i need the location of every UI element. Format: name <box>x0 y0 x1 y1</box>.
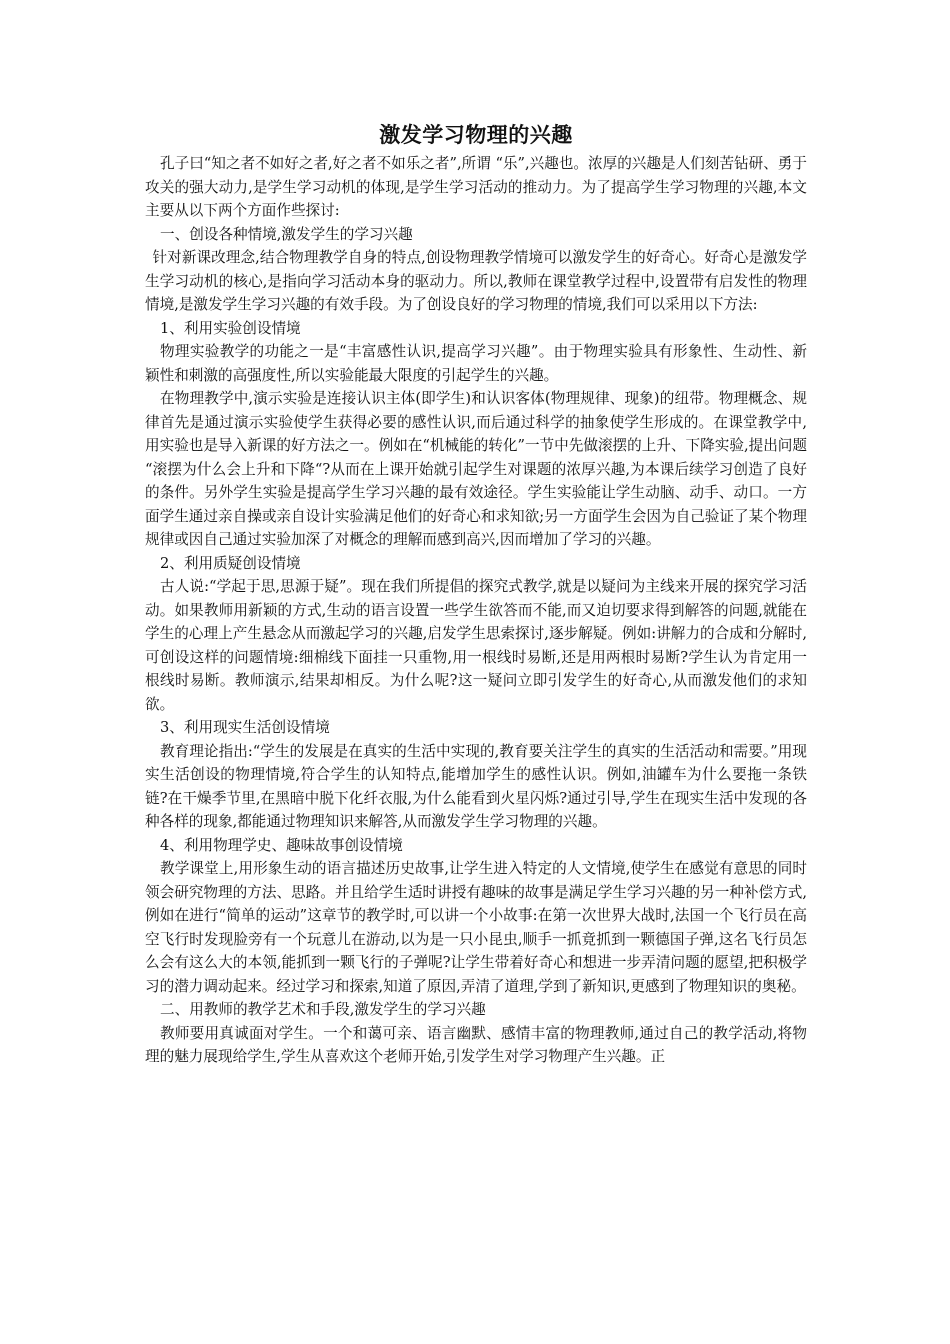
section-heading: 二、用教师的教学艺术和手段,激发学生的学习兴趣 <box>160 1001 486 1018</box>
body-paragraph: 孔子曰“知之者不如好之者,好之者不如乐之者”,所谓 “乐”,兴趣也。浓厚的兴趣是人们刻苦钻研、勇于攻关的强大动力,是学生学习动机的体现,是学生学习活动的推动力。为了提高学生学习物理的兴趣,本文主要从以下两个方面作些探讨: <box>145 155 807 219</box>
body-paragraph: 古人说:“学起于思,思源于疑”。现在我们所提倡的探究式教学,就是以疑问为主线来开展的探究学习活动。如果教师用新颖的方式,生动的语言设置一些学生欲答而不能,而又迫切要求得到解答的问题,就能在学生的心理上产生悬念从而激起学习的兴趣,启发学生思索探讨,逐步解疑。例如:讲解力的合成和分解时,可创设这样的问题情境:细棉线下面挂一只重物,用一根线时易断,还是用两根时易断?学生认为肯定用一根线时易断。教师演示,结果却相反。为什么呢?这一疑问立即引发学生的好奇心,从而激发他们的求知欲。 <box>145 578 807 713</box>
body-paragraph: 物理实验教学的功能之一是“丰富感性认识,提高学习兴趣”。由于物理实验具有形象性、生动性、新颖性和刺激的高强度性,所以实验能最大限度的引起学生的兴趣。 <box>145 343 807 384</box>
body-paragraph: 教师要用真诚面对学生。一个和蔼可亲、语言幽默、感情丰富的物理教师,通过自己的教学活动,将物理的魅力展现给学生,学生从喜欢这个老师开始,引发学生对学习物理产生兴趣。正 <box>145 1024 807 1065</box>
body-paragraph: 教学课堂上,用形象生动的语言描述历史故事,让学生进入特定的人文情境,使学生在感觉有意思的同时领会研究物理的方法、思路。并且给学生适时讲授有趣味的故事是满足学生学习兴趣的另一种补偿方式, 例如在进行“简单的运动”这章节的教学时,可以讲一个小故事:在第一次世界大战时,法国一个飞行员在高空飞行时发现脸旁有一个玩意儿在游动,以为是一只小昆虫,顺手一抓竟抓到一颗德国子弹,这名飞行员怎么会有这么大的本领,能抓到一颗飞行的子弹呢?让学生带着好奇心和想进一步弄清问题的愿望,把积极学习的潜力调动起来。经过学习和探索,知道了原因,弄清了道理,学到了新知识,更感到了物理知识的奥秘。 <box>145 860 807 995</box>
section-heading: 3、利用现实生活创设情境 <box>160 719 330 736</box>
document-title: 激发学习物理的兴趣 <box>379 122 573 147</box>
section-heading: 1、利用实验创设情境 <box>160 319 301 337</box>
document-body <box>145 118 807 1069</box>
body-paragraph: 在物理教学中,演示实验是连接认识主体(即学生)和认识客体(物理规律、现象)的纽带。物理概念、规律首先是通过演示实验使学生获得必要的感性认识,而后通过科学的抽象使学生形成的。在课堂教学中,用实验也是导入新课的好方法之一。例如在“机械能的转化”一节中先做滚摆的上升、下降实验,提出问题 “滚摆为什么会上升和下降“?从而在上课开始就引起学生对课题的浓厚兴趣,为本课后续学习创造了良好的条件。另外学生实验是提高学生学习兴趣的最有效途径。学生实验能让学生动脑、动手、动口。一方面学生通过亲自操或亲自设计实验满足他们的好奇心和求知欲;另一方面学生会因为自己验证了某个物理规律或因自己通过实验加深了对概念的理解而感到高兴,因而增加了学习的兴趣。 <box>145 390 807 548</box>
body-paragraph: 针对新课改理念,结合物理教学自身的特点,创设物理教学情境可以激发学生的好奇心。好奇心是激发学生学习动机的核心,是指向学习活动本身的驱动力。所以,教师在课堂教学过程中,设置带有启发性的物理情境,是激发学生学习兴趣的有效手段。为了创设良好的学习物理的情境,我们可以采用以下方法: <box>145 249 807 313</box>
section-heading: 4、利用物理学史、趣味故事创设情境 <box>160 836 403 854</box>
body-paragraph: 教育理论指出:“学生的发展是在真实的生活中实现的,教育要关注学生的真实的生活活动和需要。”用现实生活创设的物理情境,符合学生的认知特点,能增加学生的感性认识。例如,油罐车为什么要拖一条铁链?在干燥季节里,在黑暗中脱下化纤衣服,为什么能看到火星闪烁?通过引导,学生在现实生活中发现的各种各样的现象,都能通过物理知识来解答,从而激发学生学习物理的兴趣。 <box>145 742 807 830</box>
section-heading: 一、创设各种情境,激发学生的学习兴趣 <box>160 225 413 243</box>
document-blocks <box>145 152 807 1069</box>
section-heading: 2、利用质疑创设情境 <box>160 554 301 572</box>
